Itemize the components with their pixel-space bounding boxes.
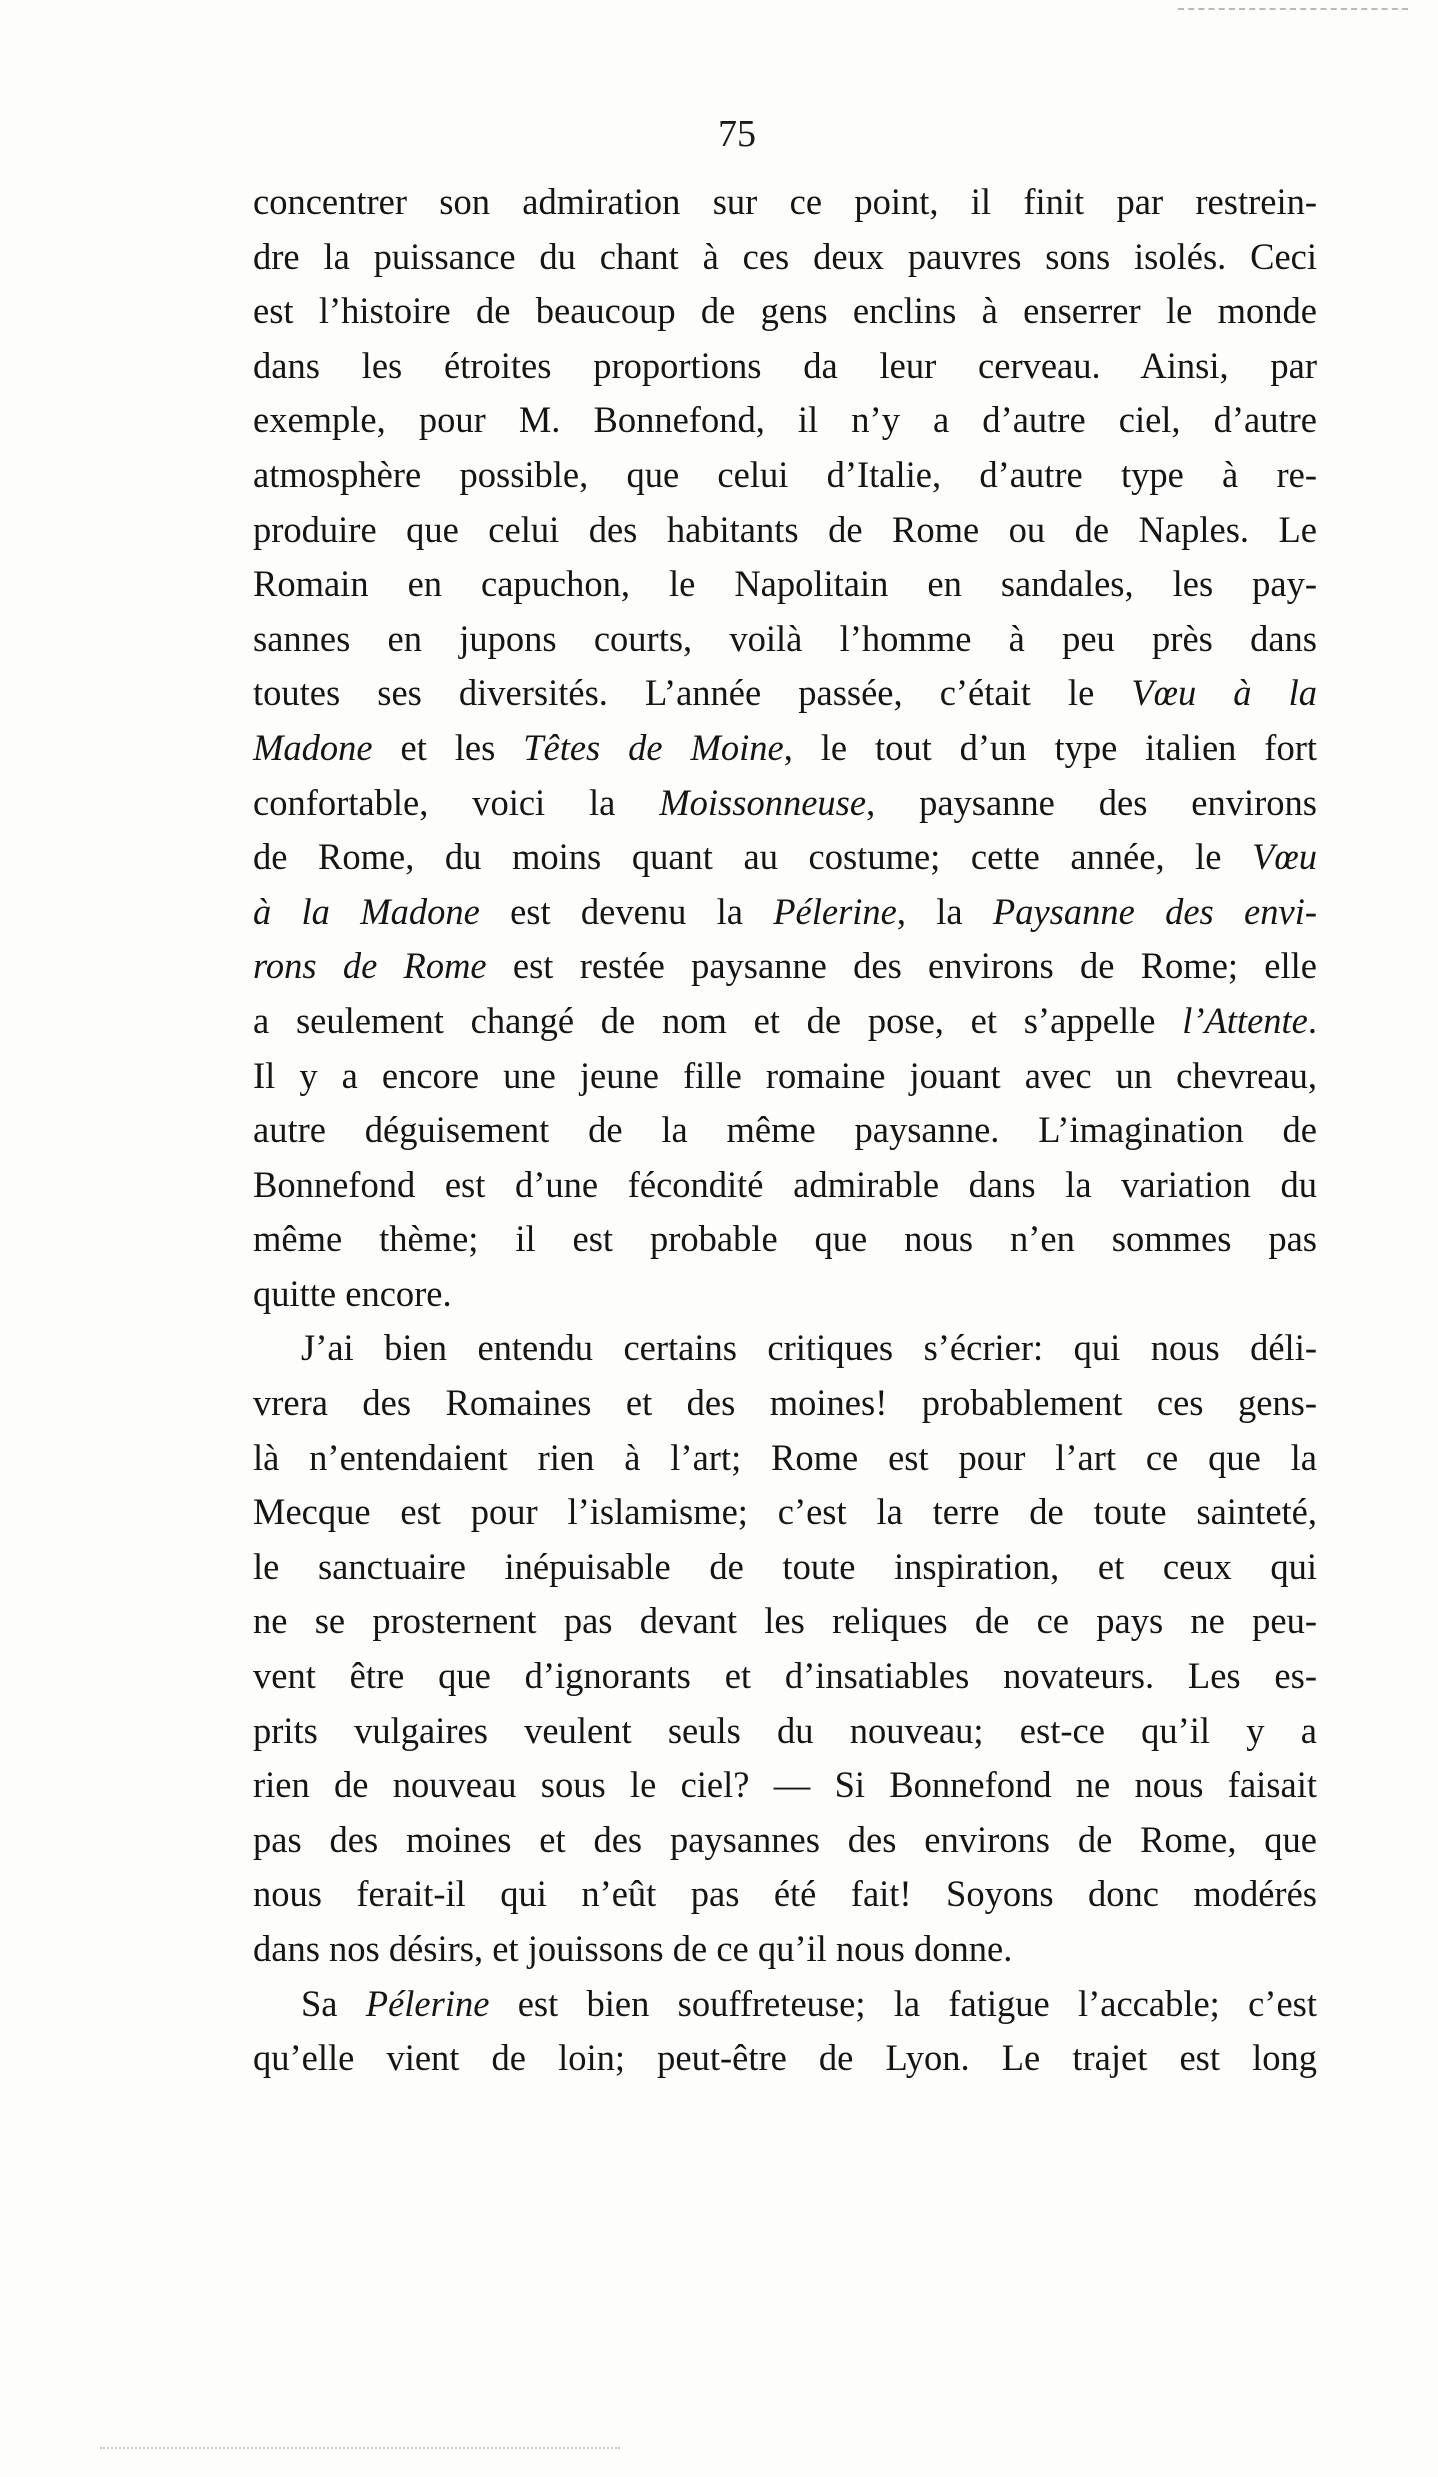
text-segment: toutes ses diversités. L’année passée, c’était le: [253, 672, 1132, 714]
text-segment: exemple, pour M. Bonnefond, il n’y a d’autre ciel, d’autre: [253, 399, 1317, 441]
text-segment: Il y a encore une jeune fille romaine jouant avec un chevreau,: [253, 1054, 1317, 1096]
text-line: [253, 885, 1317, 940]
text-line: [253, 612, 1317, 667]
italic-title: Madone: [253, 726, 373, 768]
text-segment: est devenu la: [479, 890, 774, 932]
text-line: [253, 503, 1317, 558]
text-segment: Romain en capuchon, le Napolitain en sandales, les pay-: [253, 563, 1317, 605]
text-line: [253, 1267, 1317, 1322]
italic-title: Pélerine: [773, 890, 897, 932]
italic-title: Têtes de Moine: [523, 726, 784, 768]
text-line: [253, 1977, 1317, 2032]
text-segment: est l’histoire de beaucoup de gens enclins à enserrer le monde: [253, 290, 1317, 332]
text-segment: vrera des Romaines et des moines! probablement ces gens-: [253, 1382, 1317, 1424]
text-segment: est restée paysanne des environs de Rome; elle: [486, 945, 1317, 987]
text-line: [253, 175, 1317, 230]
text-segment: nous ferait-il qui n’eût pas été fait! Soyons donc modérés: [253, 1873, 1317, 1915]
text-line: [253, 393, 1317, 448]
text-line: [253, 1922, 1317, 1977]
text-line: [253, 994, 1317, 1049]
text-segment: sannes en jupons courts, voilà l’homme à peu près dans: [253, 617, 1317, 659]
text-segment: ne se prosternent pas devant les reliques de ce pays ne peu-: [253, 1600, 1317, 1642]
text-segment: même thème; il est probable que nous n’en sommes pas: [253, 1218, 1317, 1260]
text-line: [253, 1758, 1317, 1813]
text-line: [253, 1212, 1317, 1267]
text-segment: , paysanne des environs: [866, 781, 1317, 823]
text-line: [253, 666, 1317, 721]
text-segment: .: [1307, 999, 1317, 1041]
paragraph: [253, 1321, 1317, 1976]
text-segment: , le tout d’un type italien fort: [783, 726, 1317, 768]
text-segment: atmosphère possible, que celui d’Italie, d’autre type à re-: [253, 453, 1317, 495]
text-segment: produire que celui des habitants de Rome ou de Naples. Le: [253, 508, 1317, 550]
text-segment: , la: [896, 890, 993, 932]
text-line: [253, 1321, 1317, 1376]
text-line: [253, 1813, 1317, 1868]
text-segment: le sanctuaire inépuisable de toute inspiration, et ceux qui: [253, 1545, 1317, 1587]
text-segment: J’ai bien entendu certains critiques s’écrier: qui nous déli-: [301, 1327, 1317, 1369]
text-line: [253, 1158, 1317, 1213]
text-segment: autre déguisement de la même paysanne. L’imagination de: [253, 1109, 1317, 1151]
text-line: [253, 776, 1317, 831]
text-line: [253, 339, 1317, 394]
text-segment: qu’elle vient de loin; peut-être de Lyon. Le trajet est long: [253, 2037, 1317, 2079]
text-segment: confortable, voici la: [253, 781, 660, 823]
text-line: [253, 1485, 1317, 1540]
text-line: [253, 2031, 1317, 2086]
page-number: 75: [718, 113, 756, 155]
text-line: [253, 1867, 1317, 1922]
text-line: [253, 448, 1317, 503]
text-line: [253, 1649, 1317, 1704]
text-line: [253, 1103, 1317, 1158]
text-line: [253, 1431, 1317, 1486]
italic-title: Vœu: [1252, 836, 1317, 878]
text-segment: Sa: [301, 1982, 366, 2024]
italic-title: à la Madone: [253, 890, 480, 932]
text-line: [253, 230, 1317, 285]
text-line: [253, 1540, 1317, 1595]
body-text: [253, 175, 1317, 2086]
italic-title: Pélerine: [365, 1982, 490, 2024]
text-segment: et les: [372, 726, 524, 768]
text-segment: concentrer son admiration sur ce point, il finit par restrein-: [253, 181, 1317, 222]
text-segment: dre la puissance du chant à ces deux pauvres sons isolés. Ceci: [253, 235, 1317, 277]
text-segment: dans les étroites proportions da leur cerveau. Ainsi, par: [253, 344, 1317, 386]
italic-title: Vœu à la: [1131, 672, 1317, 714]
italic-title: l’Attente: [1182, 999, 1308, 1041]
text-line: [253, 721, 1317, 776]
paragraph: [253, 1977, 1317, 2086]
italic-title: Moissonneuse: [659, 781, 867, 823]
text-segment: pas des moines et des paysannes des environs de Rome, que: [253, 1818, 1317, 1860]
text-segment: de Rome, du moins quant au costume; cette année, le: [253, 836, 1253, 878]
text-line: [253, 1704, 1317, 1759]
bottom-edge-mark: [100, 2447, 620, 2449]
text-segment: vent être que d’ignorants et d’insatiables novateurs. Les es-: [253, 1655, 1317, 1697]
text-segment: dans nos désirs, et jouissons de ce qu’il nous donne.: [253, 1928, 1013, 1969]
text-segment: rien de nouveau sous le ciel? — Si Bonnefond ne nous faisait: [253, 1764, 1317, 1806]
text-segment: a seulement changé de nom et de pose, et s’appelle: [253, 999, 1183, 1041]
italic-title: Paysanne des envi-: [992, 890, 1317, 932]
text-line: [253, 557, 1317, 612]
text-segment: Mecque est pour l’islamisme; c’est la terre de toute sainteté,: [253, 1491, 1317, 1533]
text-segment: Bonnefond est d’une fécondité admirable dans la variation du: [253, 1163, 1317, 1205]
text-segment: est bien souffreteuse; la fatigue l’accable; c’est: [489, 1982, 1317, 2024]
paragraph: [253, 175, 1317, 1321]
text-segment: prits vulgaires veulent seuls du nouveau; est-ce qu’il y a: [253, 1709, 1317, 1751]
text-line: [253, 1049, 1317, 1104]
italic-title: rons de Rome: [253, 945, 487, 987]
top-edge-rule: [1178, 8, 1408, 10]
text-line: [253, 939, 1317, 994]
text-line: [253, 830, 1317, 885]
text-segment: là n’entendaient rien à l’art; Rome est pour l’art ce que la: [253, 1436, 1317, 1478]
text-line: [253, 284, 1317, 339]
text-line: [253, 1376, 1317, 1431]
text-line: [253, 1594, 1317, 1649]
text-segment: quitte encore.: [253, 1272, 452, 1314]
